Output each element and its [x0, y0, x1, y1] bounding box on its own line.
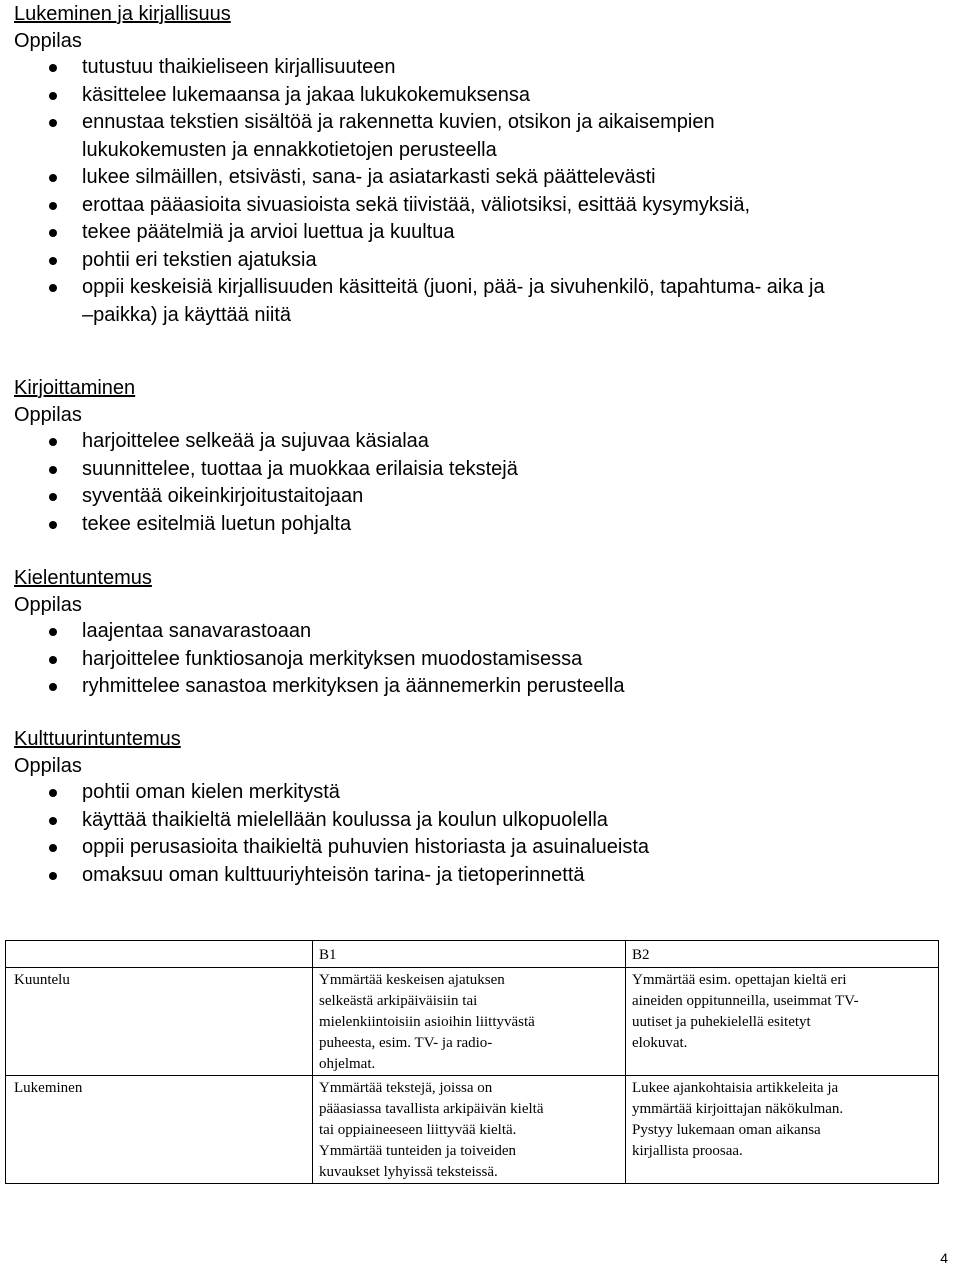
bullet-icon [49, 521, 57, 529]
section-heading: Lukeminen ja kirjallisuus [14, 3, 231, 25]
bullet-icon [49, 493, 57, 501]
page-number: 4 [940, 1250, 948, 1266]
bullet-list [14, 779, 944, 889]
table-row [6, 1076, 939, 1184]
bullet-icon [49, 844, 57, 852]
table-row [6, 968, 939, 1076]
list-item: erottaa pääasioita sivuasioista sekä tiivistää, väliotsiksi, esittää kysymyksiä, [14, 192, 944, 220]
bullet-icon [49, 683, 57, 691]
list-item-continuation: –paikka) ja käyttää niitä [82, 303, 292, 326]
bullet-icon [49, 64, 57, 72]
section-subheading: Oppilas [14, 755, 82, 777]
list-item: omaksuu oman kulttuuriyhteisön tarina- ja tietoperinnettä [14, 862, 944, 890]
cell-listening-b1: Ymmärtää keskeisen ajatuksen selkeästä arkipäiväisiin tai mielenkiintoisiin asioihin liittyvästä puheesta, esim. TV- ja radio- ohjelmat. [313, 968, 626, 1076]
list-item: oppii perusasioita thaikieltä puhuvien historiasta ja asuinalueista [14, 834, 944, 862]
section-subheading: Oppilas [14, 30, 82, 52]
list-item: tekee esitelmiä luetun pohjalta [14, 511, 944, 539]
bullet-icon [49, 628, 57, 636]
bullet-list [14, 618, 944, 701]
section-reading-literature [14, 0, 944, 329]
section-heading: Kielentuntemus [14, 567, 152, 589]
list-item: ryhmittelee sanastoa merkityksen ja äännemerkin perusteella [14, 673, 944, 701]
list-item: syventää oikeinkirjoitustaitojaan [14, 483, 944, 511]
list-item: harjoittelee funktiosanoja merkityksen muodostamisessa [14, 646, 944, 674]
section-culture-knowledge [14, 725, 944, 889]
bullet-icon [49, 656, 57, 664]
bullet-icon [49, 229, 57, 237]
list-item-continuation: lukukokemusten ja ennakkotietojen perusteella [82, 138, 497, 161]
section-writing [14, 374, 944, 538]
section-subheading: Oppilas [14, 404, 82, 426]
table-header-row [6, 941, 939, 968]
list-item: pohtii eri tekstien ajatuksia [14, 247, 944, 275]
cell-reading-b1: Ymmärtää tekstejä, joissa on pääasiassa tavallista arkipäivän kieltä tai oppiaineeseen liittyvää kieltä. Ymmärtää tunteiden ja toiveiden kuvaukset lyhyissä teksteissä. [313, 1076, 626, 1184]
bullet-icon [49, 174, 57, 182]
list-item: laajentaa sanavarastoaan [14, 618, 944, 646]
list-item: ennustaa tekstien sisältöä ja rakennetta kuvien, otsikon ja aikaisempien [14, 109, 944, 137]
list-item: pohtii oman kielen merkitystä [14, 779, 944, 807]
section-heading: Kirjoittaminen [14, 377, 136, 399]
bullet-list [14, 428, 944, 538]
bullet-icon [49, 119, 57, 127]
list-item: tekee päätelmiä ja arvioi luettua ja kuultua [14, 219, 944, 247]
list-item: tutustuu thaikieliseen kirjallisuuteen [14, 54, 944, 82]
table-header-b1: B1 [313, 941, 626, 968]
row-label-reading: Lukeminen [6, 1076, 313, 1184]
bullet-icon [49, 872, 57, 880]
list-item: harjoittelee selkeää ja sujuvaa käsialaa [14, 428, 944, 456]
list-item: lukee silmäillen, etsivästi, sana- ja asiatarkasti sekä päättelevästi [14, 164, 944, 192]
list-item: suunnittelee, tuottaa ja muokkaa erilaisia tekstejä [14, 456, 944, 484]
table-header-empty [6, 941, 313, 968]
list-item: käyttää thaikieltä mielellään koulussa ja koulun ulkopuolella [14, 807, 944, 835]
cell-listening-b2: Ymmärtää esim. opettajan kieltä eri aineiden oppitunneilla, useimmat TV- uutiset ja puhekielellä esitetyt elokuvat. [626, 968, 939, 1076]
bullet-icon [49, 789, 57, 797]
section-heading: Kulttuurintuntemus [14, 728, 181, 750]
list-item: oppii keskeisiä kirjallisuuden käsitteitä (juoni, pää- ja sivuhenkilö, tapahtuma- aika ja [14, 274, 944, 302]
section-language-knowledge [14, 564, 944, 701]
bullet-icon [49, 817, 57, 825]
list-item: käsittelee lukemaansa ja jakaa lukukokemuksensa [14, 82, 944, 110]
bullet-icon [49, 466, 57, 474]
proficiency-table [5, 940, 939, 1184]
bullet-icon [49, 284, 57, 292]
bullet-icon [49, 257, 57, 265]
cell-reading-b2: Lukee ajankohtaisia artikkeleita ja ymmärtää kirjoittajan näkökulman. Pystyy lukemaan oman aikansa kirjallista proosaa. [626, 1076, 939, 1184]
row-label-listening: Kuuntelu [6, 968, 313, 1076]
proficiency-table-wrapper [5, 940, 938, 1184]
section-subheading: Oppilas [14, 594, 82, 616]
bullet-icon [49, 438, 57, 446]
table-header-b2: B2 [626, 941, 939, 968]
bullet-icon [49, 202, 57, 210]
bullet-list [14, 54, 944, 329]
bullet-icon [49, 92, 57, 100]
